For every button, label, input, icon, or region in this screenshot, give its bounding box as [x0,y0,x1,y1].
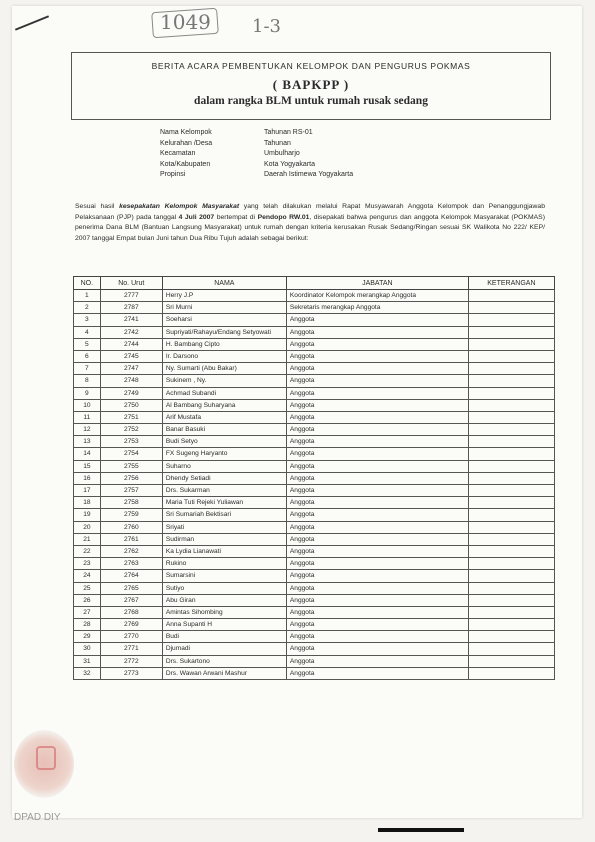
cell-jabatan: Anggota [286,582,468,594]
cell-keterangan [468,643,554,655]
group-info [160,128,353,181]
table-row [74,314,555,326]
cell-nama: Sudirman [162,533,286,545]
cell-no: 21 [74,533,101,545]
cell-no: 5 [74,338,101,350]
cell-no-urut: 2750 [100,399,162,411]
cell-no-urut: 2747 [100,363,162,375]
cell-nama: Amintas Sihombing [162,606,286,618]
cell-no-urut: 2754 [100,448,162,460]
cell-no-urut: 2745 [100,350,162,362]
info-row [160,139,353,150]
handwritten-note: 1-3 [252,16,281,37]
info-row [160,170,353,181]
cell-keterangan [468,582,554,594]
cell-no-urut: 2758 [100,497,162,509]
cell-no-urut: 2751 [100,411,162,423]
info-value: Tahunan RS-01 [264,129,313,136]
table-row [74,375,555,387]
document-header [71,52,551,120]
info-label: Kelurahan /Desa [160,139,213,147]
cell-nama: FX Sugeng Haryanto [162,448,286,460]
cell-no-urut: 2770 [100,631,162,643]
cell-no-urut: 2769 [100,619,162,631]
cell-keterangan [468,375,554,387]
cell-keterangan [468,314,554,326]
cell-nama: Supriyati/Rahayu/Endang Setyowati [162,326,286,338]
cell-no: 15 [74,460,101,472]
cell-nama: Sriyati [162,521,286,533]
watermark: DPAD DIY [14,812,61,823]
paragraph-text: Sesuai hasil [75,203,120,210]
cell-no: 14 [74,448,101,460]
cell-nama: Sukinem , Ny. [162,375,286,387]
cell-jabatan: Sekretaris merangkap Anggota [286,302,468,314]
cell-no: 8 [74,375,101,387]
cell-keterangan [468,619,554,631]
cell-no: 22 [74,545,101,557]
cell-jabatan: Anggota [286,619,468,631]
cell-jabatan: Anggota [286,375,468,387]
cell-jabatan: Anggota [286,509,468,521]
cell-no: 31 [74,655,101,667]
cell-no-urut: 2755 [100,460,162,472]
table-row [74,326,555,338]
cell-nama: Banar Basuki [162,424,286,436]
table-row [74,290,555,302]
cell-keterangan [468,387,554,399]
col-header-keterangan: KETERANGAN [468,277,554,290]
cell-no-urut: 2762 [100,545,162,557]
cell-no: 29 [74,631,101,643]
cell-nama: Drs. Wawan Arwani Mashur [162,667,286,679]
cell-no: 32 [74,667,101,679]
cell-no-urut: 2768 [100,606,162,618]
table-row [74,350,555,362]
cell-nama: Sri Sumariah Bektisari [162,509,286,521]
cell-keterangan [468,399,554,411]
table-row [74,399,555,411]
cell-no: 7 [74,363,101,375]
cell-jabatan: Anggota [286,521,468,533]
table-row [74,424,555,436]
paragraph-text: yang telah dilakukan melalui Rapat Musyawarah Anggota Kelompok dan Penanggungjawab Pelaksanaan (PJP) pada tanggal [75,203,545,221]
cell-nama: Drs. Sukarman [162,485,286,497]
cell-no: 26 [74,594,101,606]
cell-keterangan [468,411,554,423]
table-row [74,497,555,509]
paragraph-text: , disepakati bahwa pengurus dan anggota Kelompok Masyarakat (POKMAS) penerima Dana BLM (Bantuan Langsung Masyarakat) untuk rumah dengan kriteria kerusakan Rusak Sedang/Ringan sesuai SK Walikota No 222/ KEP/ 2007 tanggal Empat bulan Juni tahun Dua Ribu Tujuh adalah sebagai berikut: [75,213,545,242]
cell-jabatan: Anggota [286,424,468,436]
table-row [74,606,555,618]
info-value: Umbulharjo [264,150,300,158]
members-table [73,276,555,680]
cell-keterangan [468,472,554,484]
cell-nama: Abu Giran [162,594,286,606]
cell-keterangan [468,509,554,521]
table-row [74,570,555,582]
cell-nama: Sri Murni [162,302,286,314]
cell-no-urut: 2744 [100,338,162,350]
cell-no-urut: 2741 [100,314,162,326]
cell-no-urut: 2748 [100,375,162,387]
cell-keterangan [468,631,554,643]
cell-no: 11 [74,411,101,423]
cell-no: 17 [74,485,101,497]
cell-no-urut: 2777 [100,290,162,302]
cell-jabatan: Anggota [286,485,468,497]
info-row [160,149,353,160]
table-row [74,545,555,557]
cell-no-urut: 2759 [100,509,162,521]
cell-no: 6 [74,350,101,362]
cell-nama: Maria Tuti Rejeki Yuliawan [162,497,286,509]
cell-jabatan: Anggota [286,314,468,326]
cell-keterangan [468,448,554,460]
cell-jabatan: Anggota [286,436,468,448]
cell-jabatan: Anggota [286,448,468,460]
info-label: Propinsi [160,171,186,179]
cell-keterangan [468,533,554,545]
cell-no-urut: 2757 [100,485,162,497]
table-header-row [74,277,555,290]
cell-no: 25 [74,582,101,594]
cell-no: 16 [74,472,101,484]
cell-no-urut: 2773 [100,667,162,679]
cell-keterangan [468,436,554,448]
cell-no-urut: 2753 [100,436,162,448]
cell-jabatan: Anggota [286,643,468,655]
cell-keterangan [468,606,554,618]
cell-keterangan [468,460,554,472]
cell-jabatan: Anggota [286,472,468,484]
col-header-no-urut: No. Urut [100,277,162,290]
cell-no: 13 [74,436,101,448]
cell-no-urut: 2763 [100,558,162,570]
cell-nama: Herry J.P [162,290,286,302]
table-row [74,387,555,399]
table-row [74,302,555,314]
cell-keterangan [468,594,554,606]
cell-nama: Suharno [162,460,286,472]
cell-keterangan [468,570,554,582]
cell-nama: H. Bambang Cipto [162,338,286,350]
cell-jabatan: Anggota [286,594,468,606]
info-value: Tahunan [264,139,291,147]
cell-no-urut: 2761 [100,533,162,545]
handwritten-number: 1049 [160,10,211,34]
cell-keterangan [468,424,554,436]
paragraph-emphasis: kesepakatan Kelompok Masyarakat [119,203,240,210]
table-row [74,655,555,667]
cell-no: 23 [74,558,101,570]
cell-jabatan: Anggota [286,655,468,667]
cell-no: 19 [74,509,101,521]
cell-no: 12 [74,424,101,436]
cell-keterangan [468,350,554,362]
cell-nama: Budi Setyo [162,436,286,448]
agreement-paragraph [75,202,545,244]
header-line-2: ( BAPKPP ) [272,77,350,92]
cell-no: 10 [74,399,101,411]
cell-no-urut: 2771 [100,643,162,655]
table-row [74,558,555,570]
cell-no-urut: 2752 [100,424,162,436]
cell-jabatan: Anggota [286,667,468,679]
cell-jabatan: Anggota [286,350,468,362]
cell-no: 9 [74,387,101,399]
cell-keterangan [468,290,554,302]
cell-jabatan: Anggota [286,533,468,545]
table-row [74,619,555,631]
cell-nama: Al Bambang Suharyana [162,399,286,411]
cell-nama: Ir. Darsono [162,350,286,362]
cell-keterangan [468,545,554,557]
cell-jabatan: Anggota [286,326,468,338]
cell-no: 30 [74,643,101,655]
table-row [74,448,555,460]
header-line-1: BERITA ACARA PEMBENTUKAN KELOMPOK DAN PENGURUS POKMAS [151,61,471,71]
cell-no: 3 [74,314,101,326]
cell-keterangan [468,302,554,314]
meeting-date: 4 Juli 2007 [178,213,215,221]
cell-nama: Rukino [162,558,286,570]
col-header-no: NO. [74,277,101,290]
table-row [74,363,555,375]
table-row [74,411,555,423]
cell-nama: Anna Supanti H [162,619,286,631]
cell-nama: Djumadi [162,643,286,655]
table-row [74,594,555,606]
table-row [74,521,555,533]
cell-nama: Ka Lydia Lianawati [162,545,286,557]
official-seal [14,730,74,798]
cell-jabatan: Anggota [286,399,468,411]
cell-nama: Ny. Sumarti (Abu Bakar) [162,363,286,375]
cell-jabatan: Anggota [286,411,468,423]
cell-no: 24 [74,570,101,582]
table-row [74,460,555,472]
cell-keterangan [468,667,554,679]
cell-no: 1 [74,290,101,302]
table-row [74,509,555,521]
cell-keterangan [468,485,554,497]
table-row [74,338,555,350]
scan-edge-bar [378,828,464,832]
cell-jabatan: Anggota [286,631,468,643]
info-label: Nama Kelompok [160,129,212,136]
info-row [160,160,353,171]
col-header-nama: NAMA [162,277,286,290]
cell-no: 4 [74,326,101,338]
cell-nama: Sutiyo [162,582,286,594]
cell-jabatan: Anggota [286,363,468,375]
table-row [74,643,555,655]
info-label: Kota/Kabupaten [160,160,211,168]
cell-nama: Dhendy Setiadi [162,472,286,484]
cell-keterangan [468,326,554,338]
table-row [74,472,555,484]
cell-keterangan [468,497,554,509]
meeting-place: Pendopo RW.01 [257,213,310,221]
info-label: Kecamatan [160,150,196,158]
cell-no-urut: 2764 [100,570,162,582]
cell-no-urut: 2756 [100,472,162,484]
cell-jabatan: Anggota [286,606,468,618]
cell-nama: Drs. Sukartono [162,655,286,667]
cell-jabatan: Koordinator Kelompok merangkap Anggota [286,290,468,302]
table-row [74,485,555,497]
cell-nama: Arif Mustafa [162,411,286,423]
cell-nama: Budi [162,631,286,643]
cell-no: 27 [74,606,101,618]
cell-jabatan: Anggota [286,387,468,399]
cell-no-urut: 2749 [100,387,162,399]
cell-no-urut: 2767 [100,594,162,606]
cell-no: 2 [74,302,101,314]
cell-no-urut: 2772 [100,655,162,667]
table-row [74,582,555,594]
cell-nama: Soeharsi [162,314,286,326]
cell-no-urut: 2765 [100,582,162,594]
table-row [74,631,555,643]
cell-jabatan: Anggota [286,570,468,582]
info-value: Kota Yogyakarta [264,160,315,168]
seal-emblem [36,746,56,770]
cell-no-urut: 2760 [100,521,162,533]
col-header-jabatan: JABATAN [286,277,468,290]
cell-keterangan [468,521,554,533]
table-row [74,533,555,545]
cell-keterangan [468,363,554,375]
cell-jabatan: Anggota [286,338,468,350]
cell-no-urut: 2787 [100,302,162,314]
cell-keterangan [468,558,554,570]
cell-no: 28 [74,619,101,631]
cell-jabatan: Anggota [286,545,468,557]
cell-nama: Sumarsini [162,570,286,582]
cell-jabatan: Anggota [286,558,468,570]
cell-no: 18 [74,497,101,509]
cell-keterangan [468,655,554,667]
table-row [74,667,555,679]
cell-nama: Achmad Subandi [162,387,286,399]
cell-keterangan [468,338,554,350]
info-row [160,128,353,139]
cell-no: 20 [74,521,101,533]
paragraph-text: bertempat di [214,213,258,221]
cell-no-urut: 2742 [100,326,162,338]
info-value: Daerah Istimewa Yogyakarta [264,171,354,179]
table-row [74,436,555,448]
cell-jabatan: Anggota [286,497,468,509]
cell-jabatan: Anggota [286,460,468,472]
header-line-3: dalam rangka BLM untuk rumah rusak sedang [194,95,428,107]
